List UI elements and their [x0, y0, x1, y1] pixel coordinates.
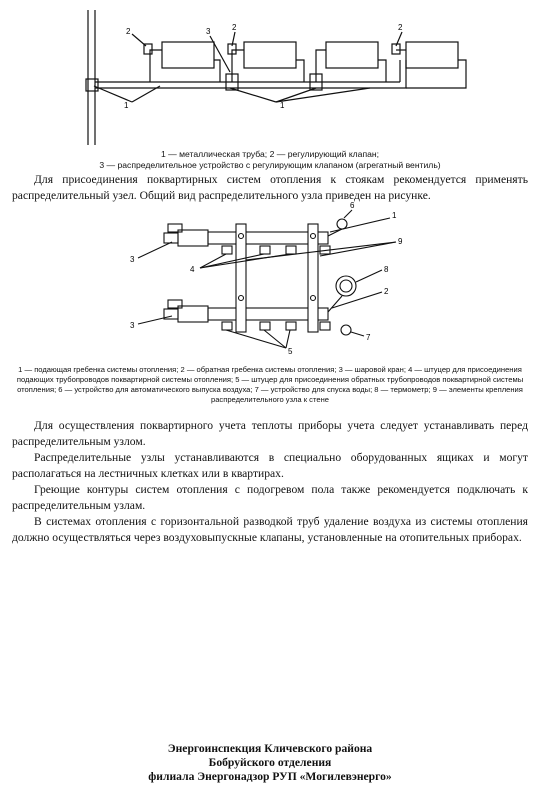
- fig2-label-8: 8: [384, 265, 389, 274]
- fig2-label-5: 5: [288, 347, 293, 356]
- paragraph-air-removal: В системах отопления с горизонтальной разводкой труб удаление воздуха из системы отопления должно осуществляться через воздуховыпускные клапаны, установленные на отопительных приборах.: [12, 515, 528, 544]
- fig1-label-1: 1: [124, 101, 129, 110]
- figure1-caption-line1: 1 — металлическая труба; 2 — регулирующий клапан;: [160, 149, 380, 159]
- footer-line-3: филиала Энергонадзор РУП «Могилевэнерго»: [148, 770, 392, 783]
- piping-diagram: [80, 0, 480, 145]
- figure1-caption-line2: 3 — распределительное устройство с регулирующим клапаном (агрегатный вентиль): [99, 160, 441, 170]
- fig2-label-3a: 3: [130, 255, 135, 264]
- paragraph-floor-heating: Греющие контуры систем отопления с подогревом пола также рекомендуется подключать к распределительным узлам.: [12, 483, 528, 512]
- fig2-label-2: 2: [384, 287, 389, 296]
- fig1-label-1b: 1: [280, 101, 285, 110]
- fig2-label-4: 4: [190, 265, 195, 274]
- fig1-label-2b: 2: [232, 23, 237, 32]
- paragraph-intro: Для присоединения поквартирных систем отопления к стоякам рекомендуется применять распределительный узел. Общий вид распределительного узла приведен на рисунке.: [12, 173, 528, 202]
- fig1-label-2c: 2: [398, 23, 403, 32]
- manifold-diagram: [120, 196, 430, 358]
- fig1-label-3: 3: [206, 27, 211, 36]
- fig2-label-6: 6: [350, 201, 355, 210]
- footer-line-1: Энергоинспекция Кличевского района: [167, 742, 373, 755]
- figure2-caption: 1 — подающая гребенка системы отопления; 2 — обратная гребенка системы отопления; 3 — шаровой кран; 4 — штуцер для присоединения подающих трубопроводов поквартирной системы отопления; 5 — штуцер для присоединения обратных трубопроводов поквартирной системы отопления; 6 — устройство для автоматического выпуска воздуха; 7 — устройство для спуска воды; 8 — термометр; 9 — элементы крепления распределительного узла к стене: [16, 365, 524, 404]
- fig1-label-2: 2: [126, 27, 131, 36]
- fig2-label-9: 9: [398, 237, 403, 246]
- paragraph-metering: Для осуществления поквартирного учета теплоты приборы учета следует устанавливать перед распределительным узлом.: [12, 419, 528, 448]
- fig2-label-3b: 3: [130, 321, 135, 330]
- fig2-label-7: 7: [366, 333, 371, 342]
- footer-organization: [0, 742, 540, 784]
- footer-line-2: Бобруйского отделения: [208, 756, 332, 769]
- fig2-label-1: 1: [392, 211, 397, 220]
- paragraph-placement: Распределительные узлы устанавливаются в специально оборудованных ящиках и могут располагаться на лестничных клетках или в квартирах.: [12, 451, 528, 480]
